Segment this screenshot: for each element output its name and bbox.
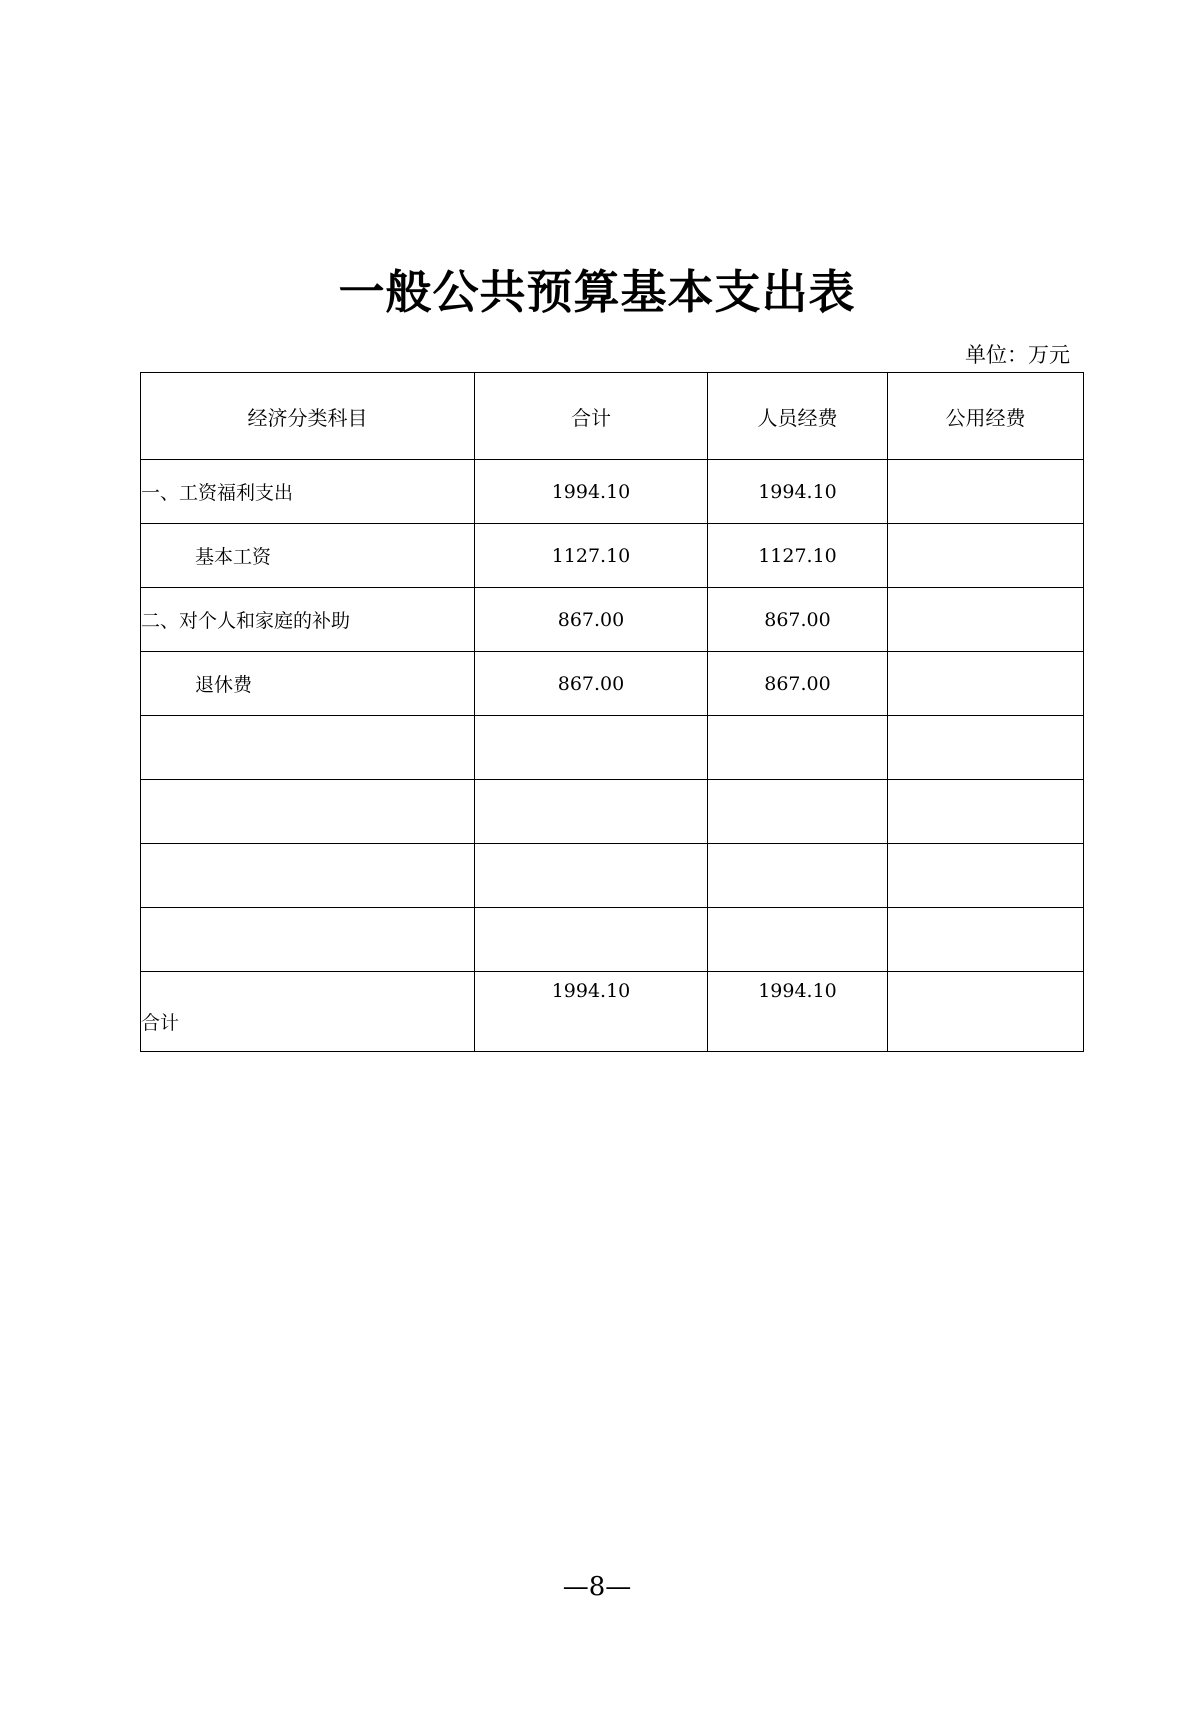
row-label: 基本工资 [141, 524, 475, 588]
row-public [888, 588, 1084, 652]
row-label: 二、对个人和家庭的补助 [141, 588, 475, 652]
total-label: 合计 [141, 972, 475, 1052]
row-public [888, 524, 1084, 588]
row-label [141, 844, 475, 908]
row-total: 1994.10 [475, 460, 708, 524]
header-personnel: 人员经费 [708, 373, 888, 460]
row-public [888, 652, 1084, 716]
row-public [888, 844, 1084, 908]
row-total [475, 716, 708, 780]
row-total [475, 844, 708, 908]
header-row [141, 373, 1084, 460]
row-personnel: 1994.10 [708, 460, 888, 524]
table-row [141, 908, 1084, 972]
header-total: 合计 [475, 373, 708, 460]
header-category: 经济分类科目 [141, 373, 475, 460]
row-total: 867.00 [475, 652, 708, 716]
page-number: —8— [562, 1572, 632, 1602]
row-personnel: 867.00 [708, 588, 888, 652]
row-personnel: 1127.10 [708, 524, 888, 588]
budget-table [140, 372, 1084, 1052]
total-row [141, 972, 1084, 1052]
row-personnel [708, 844, 888, 908]
page-title: 一般公共预算基本支出表 [338, 265, 856, 319]
row-label: 一、工资福利支出 [141, 460, 475, 524]
row-label [141, 908, 475, 972]
header-public: 公用经费 [888, 373, 1084, 460]
unit-label: 单位：万元 [965, 343, 1070, 367]
row-personnel [708, 716, 888, 780]
row-personnel [708, 908, 888, 972]
total-public [888, 972, 1084, 1052]
table-row [141, 588, 1084, 652]
row-total: 867.00 [475, 588, 708, 652]
table-row [141, 716, 1084, 780]
row-public [888, 716, 1084, 780]
total-total: 1994.10 [475, 972, 708, 1052]
table-row [141, 460, 1084, 524]
row-total: 1127.10 [475, 524, 708, 588]
row-public [888, 908, 1084, 972]
row-public [888, 460, 1084, 524]
row-personnel: 867.00 [708, 652, 888, 716]
row-personnel [708, 780, 888, 844]
table-row [141, 844, 1084, 908]
table-row [141, 524, 1084, 588]
row-public [888, 780, 1084, 844]
row-label [141, 716, 475, 780]
table-row [141, 652, 1084, 716]
total-personnel: 1994.10 [708, 972, 888, 1052]
row-label [141, 780, 475, 844]
row-total [475, 780, 708, 844]
row-total [475, 908, 708, 972]
row-label: 退休费 [141, 652, 475, 716]
table-row [141, 780, 1084, 844]
